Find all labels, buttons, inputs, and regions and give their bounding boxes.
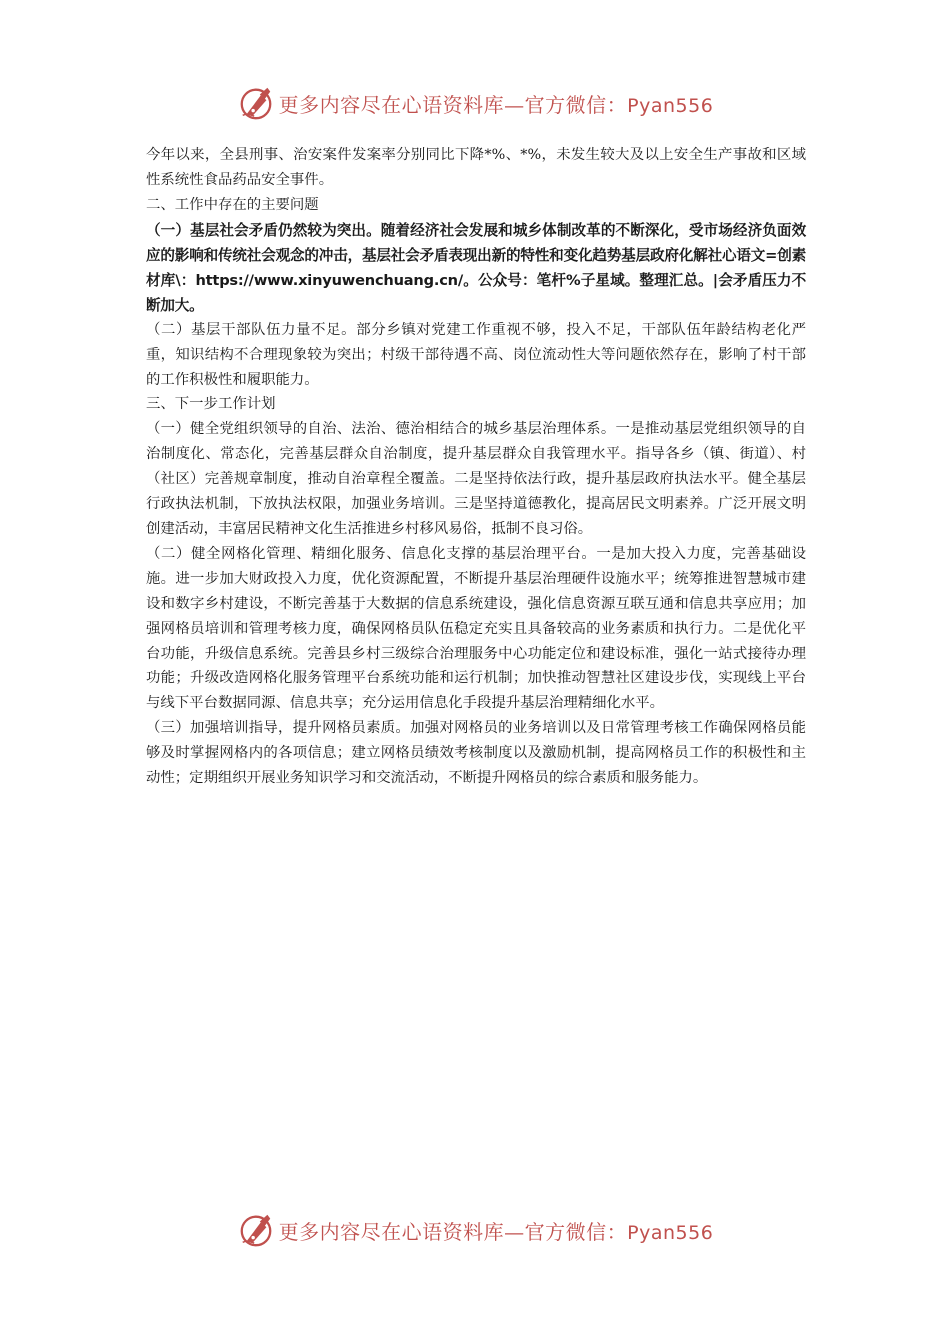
footer-banner xyxy=(0,1208,950,1252)
section-heading-plan: 三、下一步工作计划 xyxy=(146,396,276,413)
paragraph-plan-2: （二）健全网格化管理、精细化服务、信息化支撑的基层治理平台。一是加大投入力度，完善基础设施。进一步加大财政投入力度，优化资源配置，不断提升基层治理硬件设施水平；统筹推进智慧城市建设和数字乡村建设，不断完善基于大数据的信息系统建设，强化信息资源互联互通和信息共享应用；加强网格员培训和管理考核力度，确保网格员队伍稳定充实且具备较高的业务素质和执行力。二是优化平台功能，升级信息系统。完善县乡村三级综合治理服务中心功能定位和建设标准，强化一站式接待办理功能；升级改造网格化服务管理平台系统功能和运行机制；加快推动智慧社区建设步伐，实现线上平台与线下平台数据同源、信息共享；充分运用信息化手段提升基层治理精细化水平。 xyxy=(146,545,806,712)
wechat-id: Pyan556 xyxy=(627,1221,714,1244)
banner-text: 更多内容尽在心语资料库—官方微信： xyxy=(278,92,628,117)
document-body xyxy=(146,143,806,791)
banner-text: 更多内容尽在心语资料库—官方微信： xyxy=(278,1219,628,1244)
paragraph-intro: 今年以来，全县刑事、治安案件发案率分别同比下降*%、*%，未发生较大及以上安全生产事故和区域性系统性食品药品安全事件。 xyxy=(146,147,806,188)
wechat-id: Pyan556 xyxy=(627,94,714,117)
header-banner xyxy=(0,81,950,125)
paragraph-problem-2: （二）基层干部队伍力量不足。部分乡镇对党建工作重视不够，投入不足，干部队伍年龄结构老化严重，知识结构不合理现象较为突出；村级干部待遇不高、岗位流动性大等问题依然存在，影响了村干部的工作积极性和履职能力。 xyxy=(146,321,806,388)
paragraph-plan-3: （三）加强培训指导，提升网格员素质。加强对网格员的业务培训以及日常管理考核工作确保网格员能够及时掌握网格内的各项信息；建立网格员绩效考核制度以及激励机制，提高网格员工作的积极性和主动性；定期组织开展业务知识学习和交流活动，不断提升网格员的综合素质和服务能力。 xyxy=(146,720,806,787)
pen-nib-logo-icon xyxy=(237,1211,275,1249)
paragraph-problem-1: （一）基层社会矛盾仍然较为突出。随着经济社会发展和城乡体制改革的不断深化，受市场经济负面效应的影响和传统社会观念的冲击，基层社会矛盾表现出新的特性和变化趋势基层政府化解社心语文=创素材库\：https://www.xinyuwenchuang.cn/。公众号：笔杆%子星域。整理汇总。|会矛盾压力不断加大。 xyxy=(146,221,806,314)
pen-nib-logo-icon xyxy=(237,84,275,122)
paragraph-plan-1: （一）健全党组织领导的自治、法治、德治相结合的城乡基层治理体系。一是推动基层党组织领导的自治制度化、常态化，完善基层群众自治制度，提升基层群众自我管理水平。指导各乡（镇、街道）、村（社区）完善规章制度，推动自治章程全覆盖。二是坚持依法行政，提升基层政府执法水平。健全基层行政执法机制，下放执法权限，加强业务培训。三是坚持道德教化，提高居民文明素养。广泛开展文明创建活动，丰富居民精神文化生活推进乡村移风易俗，抵制不良习俗。 xyxy=(146,421,806,537)
section-heading-problems: 二、工作中存在的主要问题 xyxy=(146,196,319,213)
